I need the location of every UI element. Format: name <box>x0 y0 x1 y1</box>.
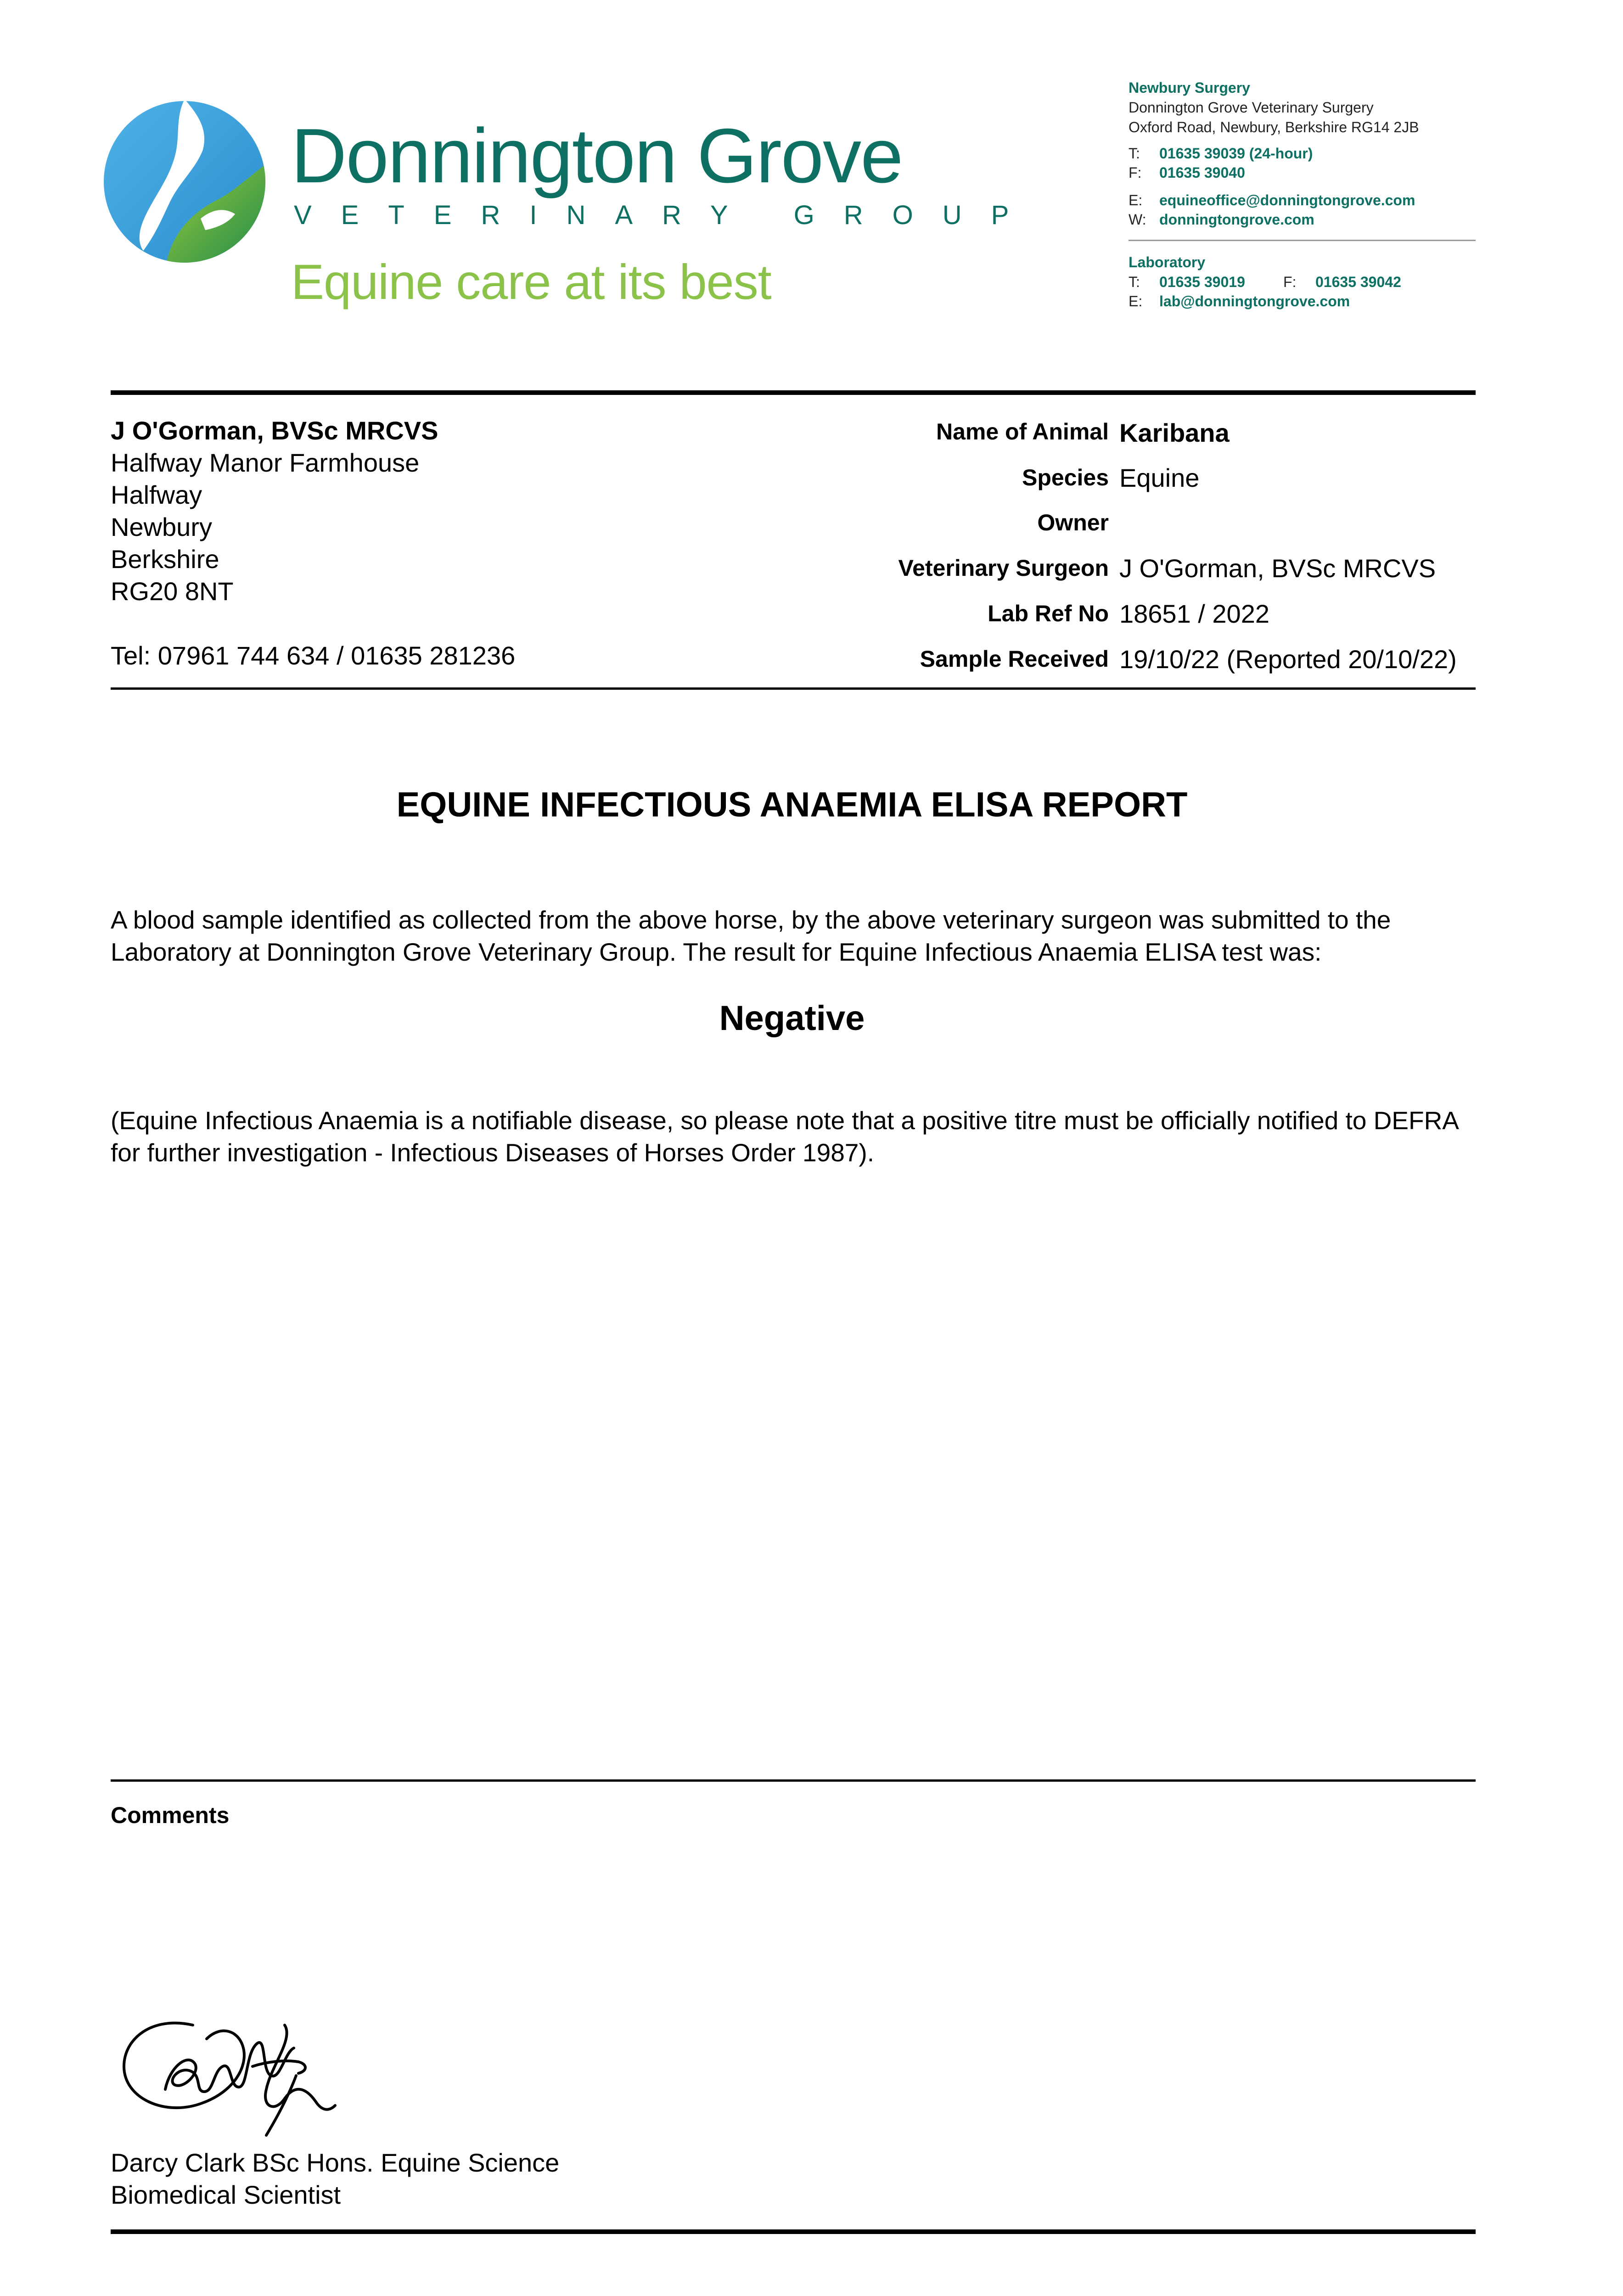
comments-rule <box>111 1779 1476 1782</box>
recipient-address-line: Halfway Manor Farmhouse <box>111 448 420 477</box>
recipient-address-line: Halfway <box>111 480 202 509</box>
veterinary-surgeon-label: Veterinary Surgeon <box>898 555 1109 581</box>
test-result: Negative <box>719 999 865 1038</box>
surgery-address-line2: Oxford Road, Newbury, Berkshire RG14 2JB <box>1129 119 1419 135</box>
recipient-address-line: Newbury <box>111 512 212 541</box>
species-value: Equine <box>1119 463 1200 492</box>
species-label: Species <box>1022 465 1109 490</box>
notifiable-disease-note: (Equine Infectious Anaemia is a notifiable disease, so please note that a positive titre must be officially notified to DEFRA for further investigation - Infectious Diseases of Horses Order 1987). <box>111 1106 1458 1167</box>
report-intro-paragraph: A blood sample identified as collected from the above horse, by the above veterinary surgeon was submitted to the Laboratory at Donnington Grove Veterinary Group. The result for Equine Infectious Anaemia ELISA test was: <box>111 906 1391 966</box>
surgery-fax: 01635 39040 <box>1159 164 1245 181</box>
brand-name: Donnington Grove <box>291 113 903 199</box>
signature-image <box>115 1998 363 2149</box>
comments-label: Comments <box>111 1802 230 1828</box>
lab-ref-value: 18651 / 2022 <box>1119 599 1269 628</box>
contact-divider <box>1129 240 1476 241</box>
surgery-tel-label: T: <box>1129 145 1140 162</box>
lab-tel-label: T: <box>1129 274 1140 290</box>
brand-tagline: Equine care at its best <box>291 254 771 310</box>
footer-rule <box>111 2229 1476 2234</box>
surgery-heading: Newbury Surgery <box>1129 79 1250 96</box>
donnington-grove-logo <box>102 99 267 264</box>
animal-name-label: Name of Animal <box>936 419 1109 445</box>
report-title: EQUINE INFECTIOUS ANAEMIA ELISA REPORT <box>396 785 1188 824</box>
surgery-web: donningtongrove.com <box>1159 211 1314 228</box>
brand-subtitle: VETERINARY GROUP <box>294 200 1039 230</box>
animal-name-value: Karibana <box>1119 418 1230 447</box>
surgery-email-label: E: <box>1129 192 1143 208</box>
sample-received-label: Sample Received <box>920 646 1109 672</box>
recipient-telephone: Tel: 07961 744 634 / 01635 281236 <box>111 641 516 670</box>
signatory-title: Biomedical Scientist <box>111 2180 341 2209</box>
lab-fax-label: F: <box>1283 274 1297 290</box>
recipient-postcode: RG20 8NT <box>111 577 234 606</box>
veterinary-surgeon-value: J O'Gorman, BVSc MRCVS <box>1119 554 1436 583</box>
signatory-name: Darcy Clark BSc Hons. Equine Science <box>111 2148 560 2177</box>
surgery-fax-label: F: <box>1129 164 1142 181</box>
surgery-address-line1: Donnington Grove Veterinary Surgery <box>1129 99 1374 116</box>
sample-received-value: 19/10/22 (Reported 20/10/22) <box>1119 645 1457 674</box>
details-rule <box>111 687 1476 690</box>
lab-email-label: E: <box>1129 293 1143 310</box>
lab-email: lab@donningtongrove.com <box>1159 293 1350 310</box>
surgery-tel: 01635 39039 (24-hour) <box>1159 145 1313 162</box>
recipient-name: J O'Gorman, BVSc MRCVS <box>111 416 438 445</box>
surgery-web-label: W: <box>1129 211 1146 228</box>
surgery-email: equineoffice@donningtongrove.com <box>1159 192 1415 208</box>
recipient-address-line: Berkshire <box>111 545 219 574</box>
header-rule <box>111 390 1476 395</box>
owner-label: Owner <box>1037 510 1109 535</box>
lab-fax: 01635 39042 <box>1315 274 1401 290</box>
lab-ref-label: Lab Ref No <box>988 601 1109 626</box>
lab-tel: 01635 39019 <box>1159 274 1245 290</box>
lab-heading: Laboratory <box>1129 254 1206 270</box>
